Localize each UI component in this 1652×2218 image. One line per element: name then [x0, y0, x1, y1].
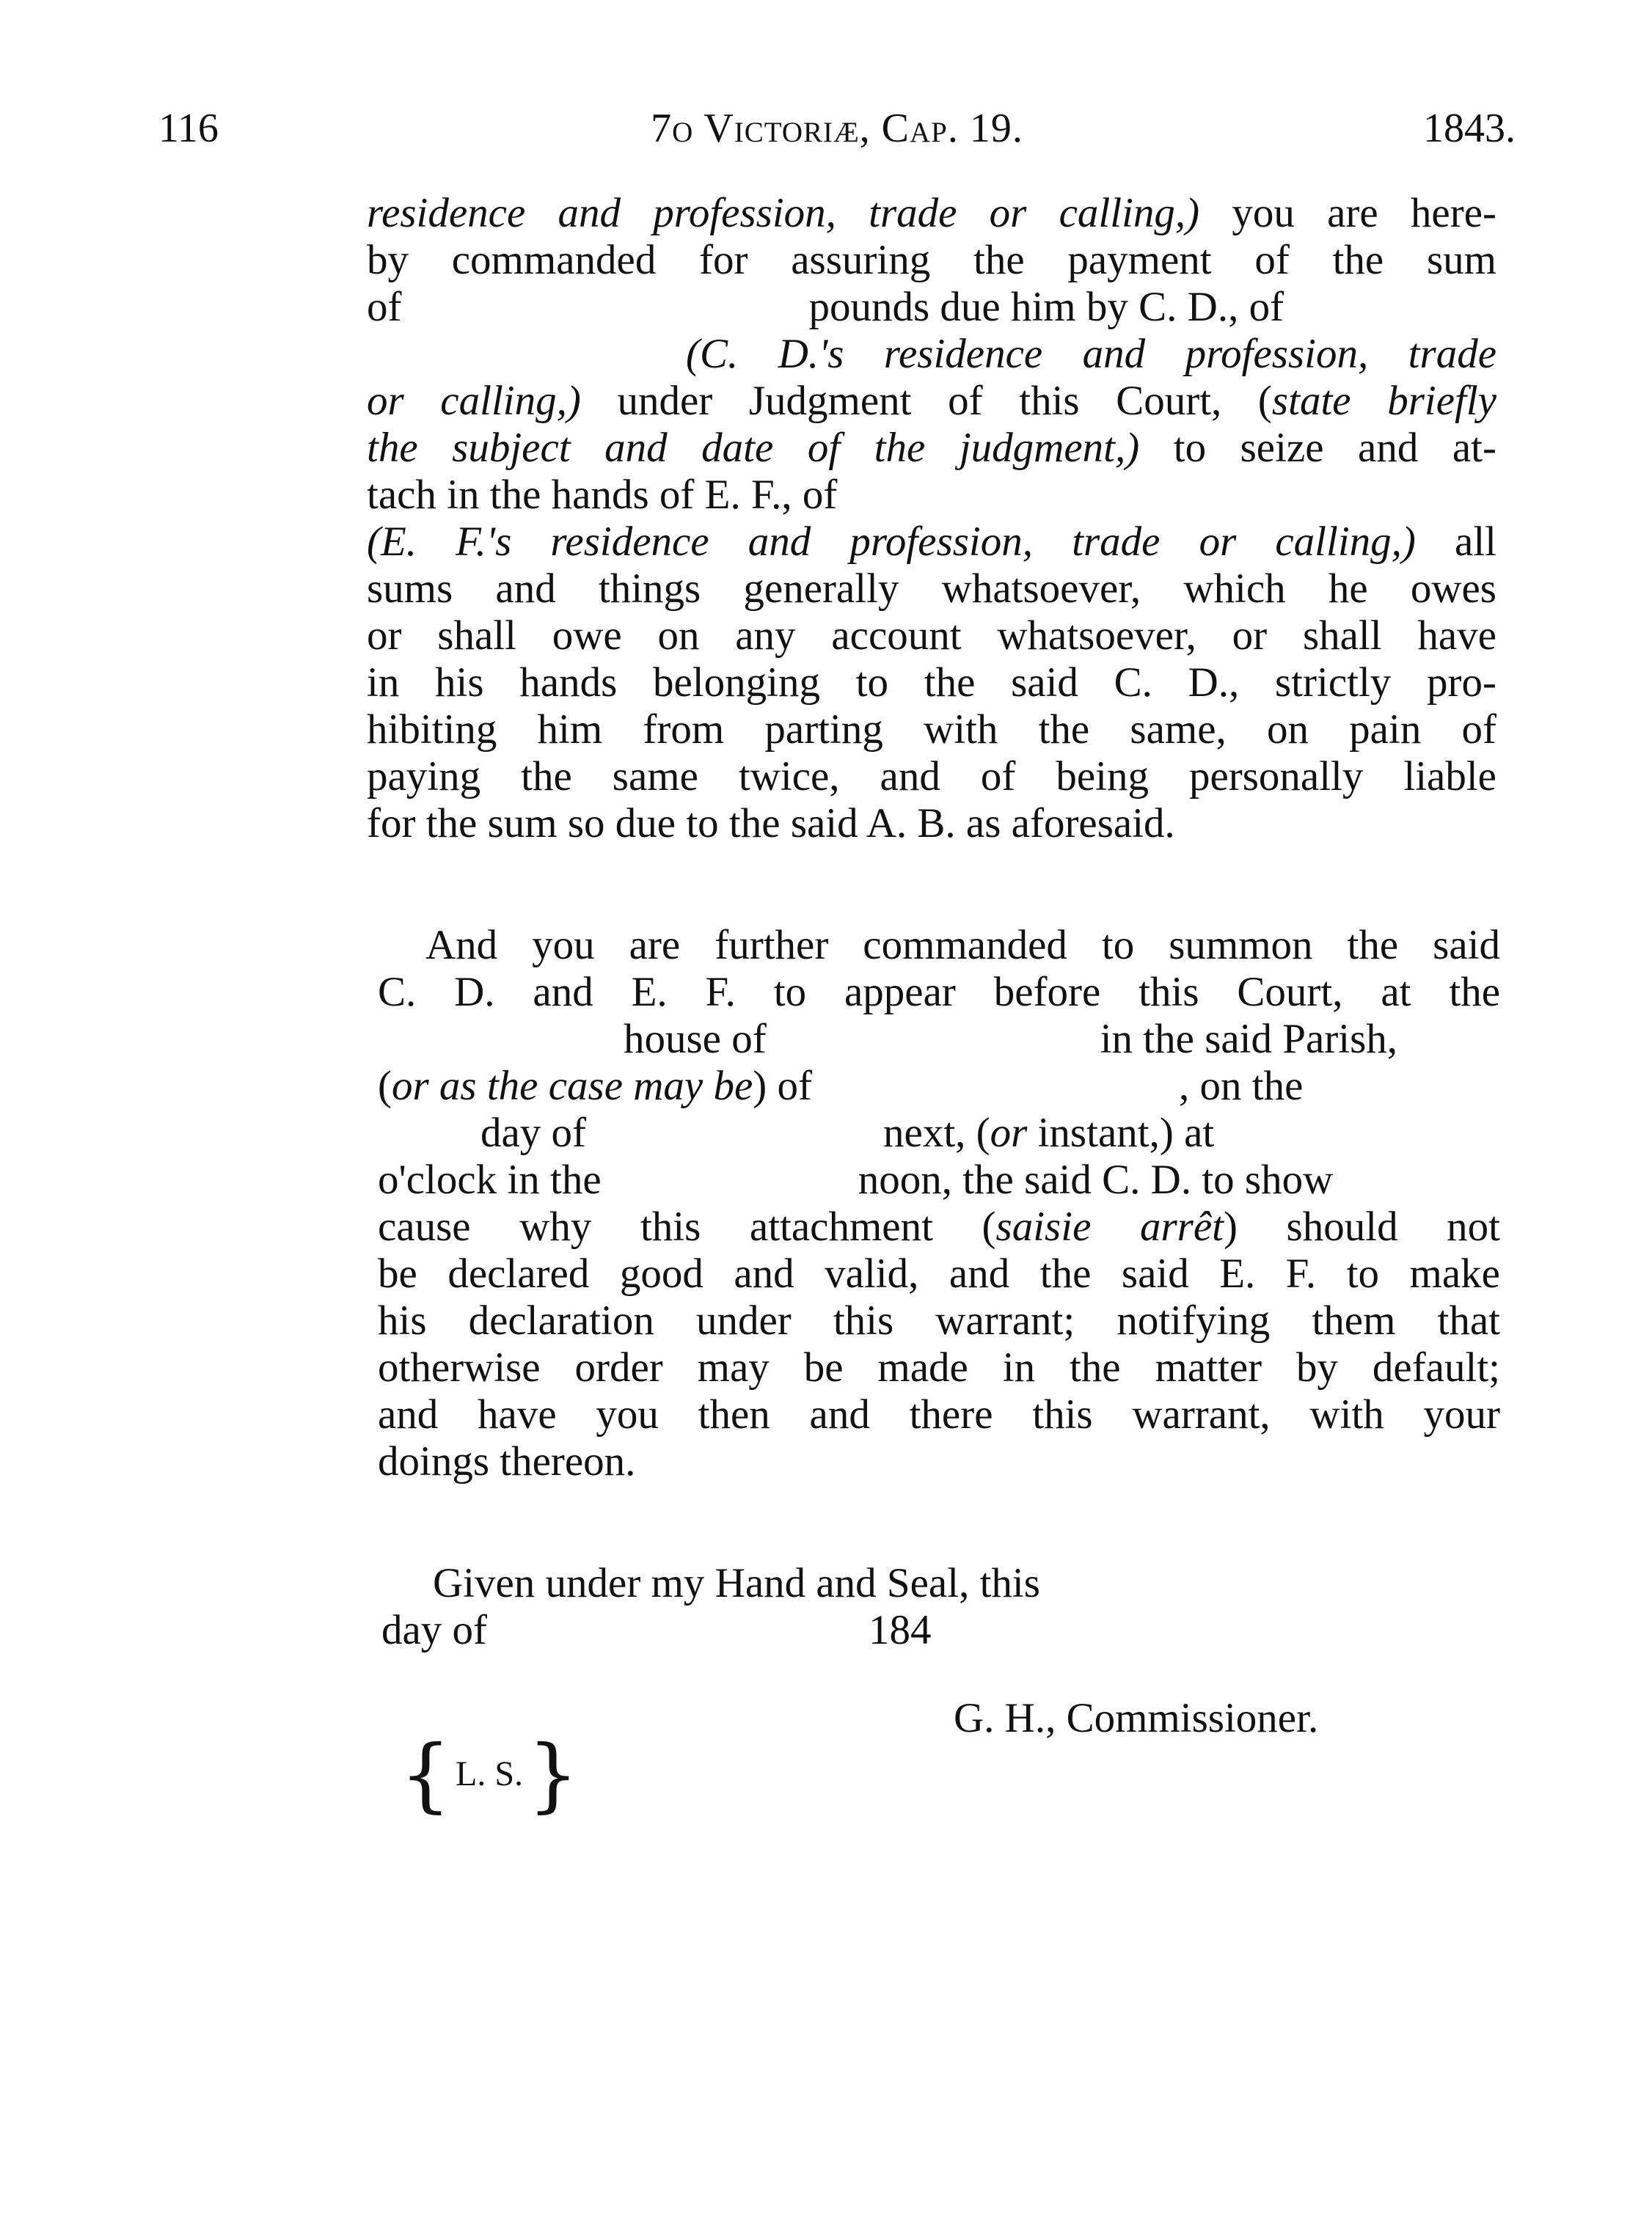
- text-line: [378, 1203, 1500, 1251]
- text-line: tach in the hands of E. F., of: [367, 472, 838, 518]
- italic-text: or: [990, 1110, 1028, 1156]
- text-line: [367, 377, 1496, 425]
- italic-text: (C. D.'s residence and profession, trade: [686, 331, 1496, 377]
- text-line: [367, 189, 1496, 238]
- text-span: you are here-: [1199, 190, 1496, 236]
- text-span: all: [1415, 519, 1496, 565]
- text-span: pounds due him by C. D., of: [808, 284, 1284, 330]
- text-line: [378, 1062, 1500, 1110]
- text-line: C. D. and E. F. to appear before this Court, at the: [378, 969, 1500, 1015]
- text-span: , on the: [1179, 1063, 1304, 1109]
- text-line: [378, 1109, 1500, 1157]
- text-line: otherwise order may be made in the matter by default;: [378, 1344, 1500, 1391]
- text-span: under Judgment of this Court, (: [580, 378, 1272, 424]
- text-line: be declared good and valid, and the said E. F. to make: [378, 1251, 1500, 1297]
- text-span: ) of: [753, 1063, 812, 1109]
- text-span: ) should not: [1223, 1204, 1501, 1250]
- text-span: instant,) at: [1027, 1110, 1215, 1156]
- italic-text: (E. F.'s residence and profession, trade or calling,): [367, 519, 1416, 565]
- given-line: Given under my Hand and Seal, this: [433, 1560, 1040, 1606]
- text-span: house of: [624, 1016, 767, 1062]
- text-span: to seize and at-: [1139, 425, 1496, 471]
- text-span: day of: [480, 1110, 587, 1156]
- italic-text: or as the case may be: [391, 1063, 753, 1109]
- text-span: noon, the said C. D. to show: [858, 1157, 1334, 1203]
- text-line: And you are further commanded to summon the said: [425, 922, 1500, 968]
- text-line: hibiting him from parting with the same, on pain of: [367, 706, 1496, 753]
- text-line: [367, 518, 1496, 566]
- italic-text: residence and profession, trade or calling,): [367, 190, 1200, 236]
- text-span: 184: [869, 1607, 932, 1653]
- text-line: [378, 1156, 1500, 1204]
- text-line: [686, 330, 1496, 378]
- italic-text: state briefly: [1271, 378, 1496, 424]
- right-brace-icon: }: [527, 1727, 580, 1822]
- text-span: day of: [381, 1607, 488, 1653]
- text-span: next, (: [883, 1110, 990, 1156]
- text-line: [378, 1015, 1500, 1064]
- italic-text: or calling,): [367, 378, 581, 424]
- text-line: [367, 283, 1496, 332]
- text-line: paying the same twice, and of being personally liable: [367, 753, 1496, 799]
- text-line: in his hands belonging to the said C. D., strictly pro-: [367, 659, 1496, 706]
- date-line: [381, 1606, 932, 1655]
- running-title: 7o Victoriæ, Cap. 19.: [651, 106, 1023, 151]
- text-line: [367, 424, 1496, 472]
- text-line: or shall owe on any account whatsoever, or shall have: [367, 612, 1496, 659]
- left-brace-icon: {: [400, 1727, 451, 1822]
- seal-text: L. S.: [456, 1754, 524, 1794]
- text-span: (: [378, 1063, 392, 1109]
- text-span: of: [367, 284, 402, 330]
- text-line: by commanded for assuring the payment of the sum: [367, 237, 1496, 283]
- text-line: sums and things generally whatsoever, which he owes: [367, 566, 1496, 612]
- italic-text: saisie arrêt: [995, 1204, 1224, 1250]
- italic-text: the subject and date of the judgment,): [367, 425, 1140, 471]
- text-line: doings thereon.: [378, 1438, 636, 1485]
- page-header: [158, 103, 1516, 154]
- page-number: 116: [158, 106, 219, 151]
- text-span: cause why this attachment (: [378, 1204, 996, 1250]
- text-line: and have you then and there this warrant, with your: [378, 1391, 1500, 1438]
- text-span: o'clock in the: [378, 1157, 602, 1203]
- text-line: his declaration under this warrant; notifying them that: [378, 1298, 1500, 1344]
- text-span: in the said Parish,: [1100, 1016, 1398, 1062]
- signature: G. H., Commissioner.: [954, 1695, 1319, 1741]
- text-line: for the sum so due to the said A. B. as aforesaid.: [367, 800, 1175, 846]
- seal: [400, 1727, 580, 1822]
- header-year: 1843.: [1423, 106, 1516, 151]
